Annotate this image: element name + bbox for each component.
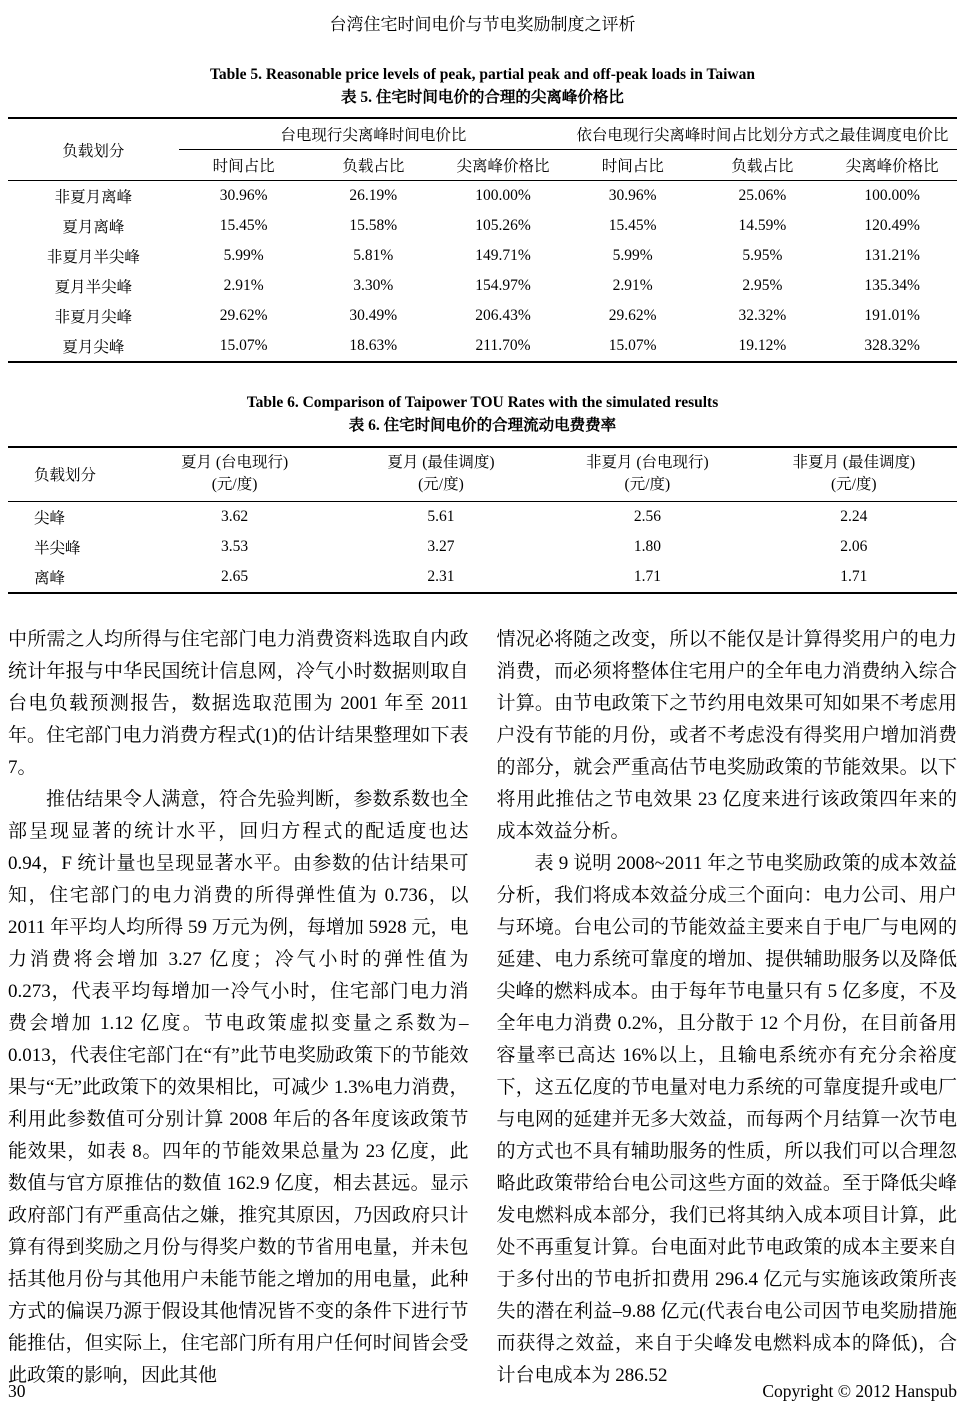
right-column xyxy=(497,624,958,1392)
cell-value: 120.49% xyxy=(864,217,920,235)
table5-subheader-load-2: 负载占比 xyxy=(698,150,828,181)
page-footer xyxy=(8,1381,957,1402)
table-row xyxy=(8,211,957,241)
row-label: 夏月尖峰 xyxy=(62,339,125,357)
running-header xyxy=(8,6,957,35)
paragraph: 表 9 说明 2008~2011 年之节电奖励政策的成本效益分析，我们将成本效益分成三个面向：电力公司、用户与环境。台电公司的节能效益主要来自于电厂与电网的延建、电力系统可靠度的增加、提供辅助服务以及降低尖峰的燃料成本。由于每年节电量只有 5 亿多度，不及全年电力消费 0.2%，且分散于 12 个月份，在目前备用容量率已高达 16%以上，且输电系统亦有充分余裕度下，这五亿度的节电量对电力系统的可靠度提升或电厂与电网的延建并无多大效益，而每两个月结算一次节电的方式也不具有辅助服务的性质，所以我们可以合理忽略此政策带给台电公司这些方面的效益。至于降低尖峰发电燃料成本部分，我们已将其纳入成本项目计算，此处不再重复计算。台电面对此节电政策的成本主要来自于多付出的节电折扣费用 296.4 亿元与实施该政策所丧失的潜在利益–9.88 亿元(代表台电公司因节电奖励措施而获得之效益，来自于尖峰发电燃料成本的降低)，合计台电成本为 286.52 xyxy=(496,852,957,1386)
cell-value: 30.96% xyxy=(608,187,657,205)
cell-value: 30.49% xyxy=(349,307,398,325)
cell-value: 100.00% xyxy=(864,187,920,205)
body-text xyxy=(8,624,957,1392)
cell-value: 29.62% xyxy=(219,307,268,325)
table5-subheader-time-2: 时间占比 xyxy=(568,150,698,181)
table5-subheader-ratio-2: 尖离峰价格比 xyxy=(827,150,957,181)
table5-body xyxy=(8,181,957,363)
header-unit: (元/度) xyxy=(830,476,877,494)
row-label: 非夏月尖峰 xyxy=(54,309,133,327)
table5-load-col-header: 负载划分 xyxy=(8,118,179,181)
table-row xyxy=(8,501,957,532)
table6 xyxy=(8,446,957,594)
table5-caption-en: Table 5. Reasonable price levels of peak, partial peak and off-peak loads in Taiwan xyxy=(209,66,755,83)
table5-group-header-optimal: 依台电现行尖离峰时间占比划分方式之最佳调度电价比 xyxy=(568,118,957,150)
cell-value: 2.31 xyxy=(427,567,455,585)
cell-value: 100.00% xyxy=(475,187,531,205)
paragraph: 情况必将随之改变，所以不能仅是计算得奖用户的电力消费，而必须将整体住宅用户的全年电力消费纳入综合计算。由节电政策下之节约用电效果可知如果不考虑用户没有节能的月份，或者不考虑没有得奖用户增加消费的部分，就会严重高估节电奖励政策的节能效果。以下将用此推估之节电效果 23 亿度来进行该政策四年来的成本效益分析。 xyxy=(496,628,957,842)
table6-header-nonsummer-current xyxy=(544,447,750,501)
header-title: 非夏月 (最佳调度) xyxy=(792,453,916,471)
table-row xyxy=(8,331,957,362)
row-label: 尖峰 xyxy=(34,509,66,527)
cell-value: 5.99% xyxy=(223,247,264,265)
table6-header-summer-current xyxy=(131,447,337,501)
cell-value: 2.91% xyxy=(223,277,264,295)
table6-header-nonsummer-optimal xyxy=(751,447,957,501)
table6-section xyxy=(8,393,957,593)
table-row xyxy=(8,301,957,331)
row-label: 半尖峰 xyxy=(34,539,81,557)
cell-value: 2.56 xyxy=(633,507,661,525)
table5-section xyxy=(8,65,957,363)
cell-value: 3.53 xyxy=(221,537,249,555)
cell-value: 5.81% xyxy=(353,247,394,265)
row-label: 夏月半尖峰 xyxy=(54,279,133,297)
page-number: 30 xyxy=(8,1381,26,1401)
cell-value: 18.63% xyxy=(349,337,398,355)
row-label: 非夏月离峰 xyxy=(54,189,133,207)
cell-value: 328.32% xyxy=(864,337,920,355)
copyright-text: Copyright © 2012 Hanspub xyxy=(762,1381,957,1401)
cell-value: 25.06% xyxy=(738,187,787,205)
cell-value: 135.34% xyxy=(864,277,920,295)
cell-value: 29.62% xyxy=(608,307,657,325)
cell-value: 1.80 xyxy=(633,537,661,555)
table-row xyxy=(8,181,957,212)
cell-value: 2.65 xyxy=(221,567,249,585)
cell-value: 15.07% xyxy=(219,337,268,355)
cell-value: 191.01% xyxy=(864,307,920,325)
row-label: 夏月离峰 xyxy=(62,219,125,237)
table6-load-col-header: 负载划分 xyxy=(8,447,131,501)
header-unit: (元/度) xyxy=(418,476,464,494)
table6-header-summer-optimal xyxy=(338,447,544,501)
cell-value: 15.45% xyxy=(608,217,657,235)
header-unit: (元/度) xyxy=(624,476,671,494)
cell-value: 1.71 xyxy=(840,567,868,585)
table5-group-header-current: 台电现行尖离峰时间电价比 xyxy=(179,118,568,150)
cell-value: 149.71% xyxy=(475,247,531,265)
table-row xyxy=(8,271,957,301)
cell-value: 154.97% xyxy=(475,277,531,295)
header-title: 夏月 (最佳调度) xyxy=(387,453,495,471)
left-column xyxy=(8,624,469,1392)
table5 xyxy=(8,117,957,363)
cell-value: 211.70% xyxy=(475,337,531,355)
table5-subheader-ratio-1: 尖离峰价格比 xyxy=(438,150,568,181)
cell-value: 30.96% xyxy=(219,187,268,205)
cell-value: 26.19% xyxy=(349,187,398,205)
table5-subheader-time-1: 时间占比 xyxy=(179,150,309,181)
cell-value: 105.26% xyxy=(475,217,531,235)
cell-value: 14.59% xyxy=(738,217,787,235)
cell-value: 131.21% xyxy=(864,247,920,265)
cell-value: 19.12% xyxy=(738,337,787,355)
cell-value: 5.95% xyxy=(742,247,783,265)
cell-value: 2.24 xyxy=(840,507,868,525)
header-unit: (元/度) xyxy=(211,476,258,494)
cell-value: 15.58% xyxy=(349,217,398,235)
table6-body xyxy=(8,501,957,593)
table5-group-header-row xyxy=(8,118,957,150)
table6-caption-zh: 表 6. 住宅时间电价的合理流动电费费率 xyxy=(348,417,617,435)
paragraph: 推估结果令人满意，符合先验判断，参数系数也全部呈现显著的统计水平，回归方程式的配适度也达 0.94，F 统计量也呈现显著水平。由参数的估计结果可知，住宅部门的电力消费的所得弹性值为 0.736，以 2011 年平均人均所得 59 万元为例，每增加 5928 元，电力消费将会增加 3.27 亿度；冷气小时的弹性值为 0.273，代表平均每增加一冷气小时，住宅部门电力消费会增加 1.12 亿度。节电政策虚拟变量之系数为–0.013，代表住宅部门在“有”此节电奖励政策下的节能效果与“无”此政策下的效果相比，可减少 1.3%电力消费，利用此参数值可分别计算 2008 年后的各年度该政策节能效果，如表 8。四年的节能效果总量为 23 亿度，此数值与官方原推估的数值 162.9 亿度，相去甚远。显示政府部门有严重高估之嫌，推究其原因，乃因政府只计算有得到奖励之月份与得奖户数的节省用电量，并未包括其他月份与其他用户未能节能之增加的用电量，此种方式的偏误乃源于假设其他情况皆不变的条件下进行节能推估，但实际上，住宅部门所有用户任何时间皆会受此政策的影响，因此其他 xyxy=(8,788,469,1386)
table5-caption-zh: 表 5. 住宅时间电价的合理的尖离峰价格比 xyxy=(341,89,624,107)
paragraph: 中所需之人均所得与住宅部门电力消费资料选取自内政统计年报与中华民国统计信息网，冷气小时数据则取自台电负载预测报告，数据选取范围为 2001 年至 2011 年。住宅部门电力消费方程式(1)的估计结果整理如下表 7。 xyxy=(8,628,469,778)
table-row xyxy=(8,562,957,593)
header-title: 夏月 (台电现行) xyxy=(180,453,289,471)
cell-value: 3.27 xyxy=(427,537,455,555)
table-row xyxy=(8,241,957,271)
row-label: 非夏月半尖峰 xyxy=(46,249,140,267)
header-title: 非夏月 (台电现行) xyxy=(586,453,709,471)
cell-value: 206.43% xyxy=(475,307,531,325)
table6-header-row xyxy=(8,447,957,501)
table5-subheader-load-1: 负载占比 xyxy=(308,150,438,181)
cell-value: 3.30% xyxy=(353,277,394,295)
cell-value: 1.71 xyxy=(633,567,661,585)
cell-value: 2.95% xyxy=(742,277,783,295)
row-label: 离峰 xyxy=(34,569,66,587)
cell-value: 15.45% xyxy=(219,217,268,235)
cell-value: 15.07% xyxy=(608,337,657,355)
cell-value: 5.61 xyxy=(427,507,455,525)
table6-caption-en: Table 6. Comparison of Taipower TOU Rates with the simulated results xyxy=(246,394,719,412)
cell-value: 2.06 xyxy=(840,537,868,555)
paper-title: 台湾住宅时间电价与节电奖励制度之评析 xyxy=(329,15,636,34)
table-row xyxy=(8,532,957,562)
cell-value: 2.91% xyxy=(612,277,653,295)
cell-value: 3.62 xyxy=(221,507,249,525)
cell-value: 5.99% xyxy=(612,247,653,265)
cell-value: 32.32% xyxy=(738,307,787,325)
